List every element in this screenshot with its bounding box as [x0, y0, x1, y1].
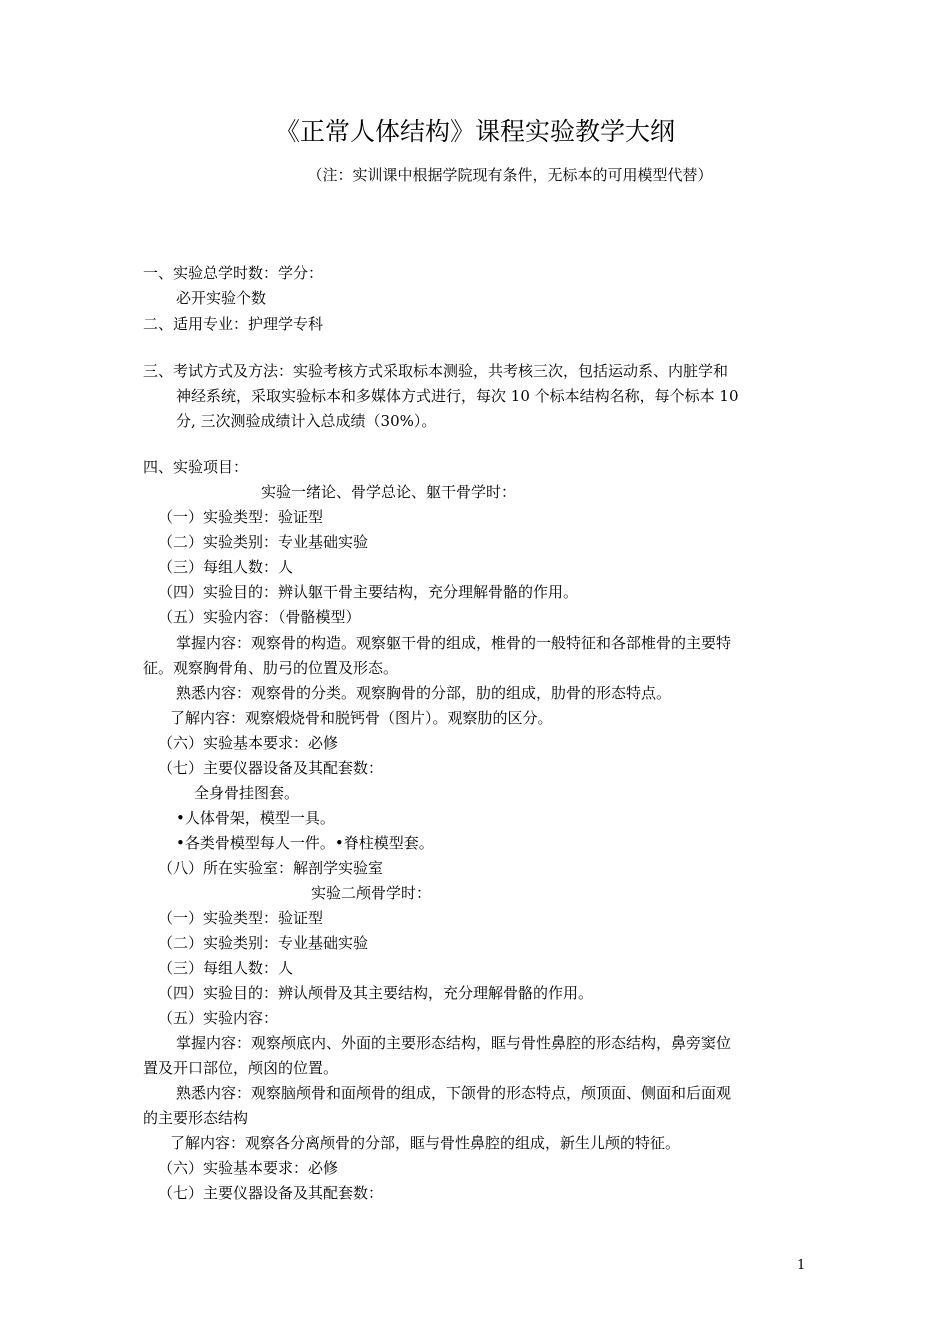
experiment-heading: 实验一绪论、骨学总论、躯干骨学时：: [261, 483, 517, 501]
section-line: 四、实验项目：: [143, 458, 249, 476]
content-line: 熟悉内容：观察骨的分类。观察胸骨的分部，肋的组成，肋骨的形态特点。: [176, 684, 672, 702]
section-line: 神经系统，采取实验标本和多媒体方式进行，每次 10 个标本结构名称，每个标本 10: [176, 387, 739, 405]
section-line: 二、适用专业：护理学专科: [143, 315, 324, 333]
section-line: 一、实验总学时数：学分：: [143, 264, 324, 282]
content-line: 掌握内容：观察颅底内、外面的主要形态结构，眶与骨性鼻腔的形态结构，鼻旁窦位: [176, 1034, 732, 1052]
item-line: （四）实验目的：辨认颅骨及其主要结构，充分理解骨骼的作用。: [158, 984, 594, 1002]
content-line: 征。观察胸骨角、肋弓的位置及形态。: [143, 659, 399, 677]
section-line: 三、考试方式及方法：实验考核方式采取标本测验，共考核三次，包括运动系、内脏学和: [143, 362, 729, 380]
item-line: （二）实验类别：专业基础实验: [158, 934, 369, 952]
item-line: （七）主要仪器设备及其配套数：: [158, 759, 384, 777]
section-line: 分, 三次测验成绩计入总成绩（30%）。: [176, 412, 437, 430]
item-line: （三）每组人数：人: [158, 558, 294, 576]
item-line: （一）实验类型：验证型: [158, 909, 324, 927]
item-line: （四）实验目的：辨认躯干骨主要结构，充分理解骨骼的作用。: [158, 583, 579, 601]
item-line: （六）实验基本要求：必修: [158, 734, 339, 752]
equipment-line: •各类骨模型每人一件。•脊柱模型套。: [176, 834, 434, 852]
content-line: 了解内容：观察煅烧骨和脱钙骨（图片）。观察肋的区分。: [170, 709, 553, 727]
item-line: （二）实验类别：专业基础实验: [158, 533, 369, 551]
item-line: （三）每组人数：人: [158, 959, 294, 977]
document-title: 《正常人体结构》课程实验教学大纲: [274, 117, 675, 146]
item-line: （七）主要仪器设备及其配套数：: [158, 1184, 384, 1202]
item-line: （六）实验基本要求：必修: [158, 1159, 339, 1177]
content-line: 掌握内容：观察骨的构造。观察躯干骨的组成，椎骨的一般特征和各部椎骨的主要特: [176, 634, 732, 652]
item-line: （一）实验类型：验证型: [158, 508, 324, 526]
page-number: 1: [797, 1258, 806, 1273]
item-line: （八）所在实验室：解剖学实验室: [158, 859, 384, 877]
section-line: 必开实验个数: [176, 289, 267, 307]
document-note: （注：实训课中根据学院现有条件，无标本的可用模型代替）: [307, 166, 713, 184]
item-line: （五）实验内容：: [158, 1009, 279, 1027]
content-line: 的主要形态结构: [143, 1109, 249, 1127]
experiment-heading: 实验二颅骨学时：: [311, 884, 432, 902]
equipment-line: •人体骨架，模型一具。: [176, 809, 335, 827]
content-line: 熟悉内容：观察脑颅骨和面颅骨的组成，下颌骨的形态特点，颅顶面、侧面和后面观: [176, 1084, 732, 1102]
content-line: 置及开口部位，颅囟的位置。: [143, 1059, 339, 1077]
content-line: 了解内容：观察各分离颅骨的分部，眶与骨性鼻腔的组成，新生儿颅的特征。: [170, 1134, 681, 1152]
equipment-line: 全身骨挂图套。: [194, 784, 300, 802]
item-line: （五）实验内容：（骨骼模型）: [158, 608, 361, 626]
